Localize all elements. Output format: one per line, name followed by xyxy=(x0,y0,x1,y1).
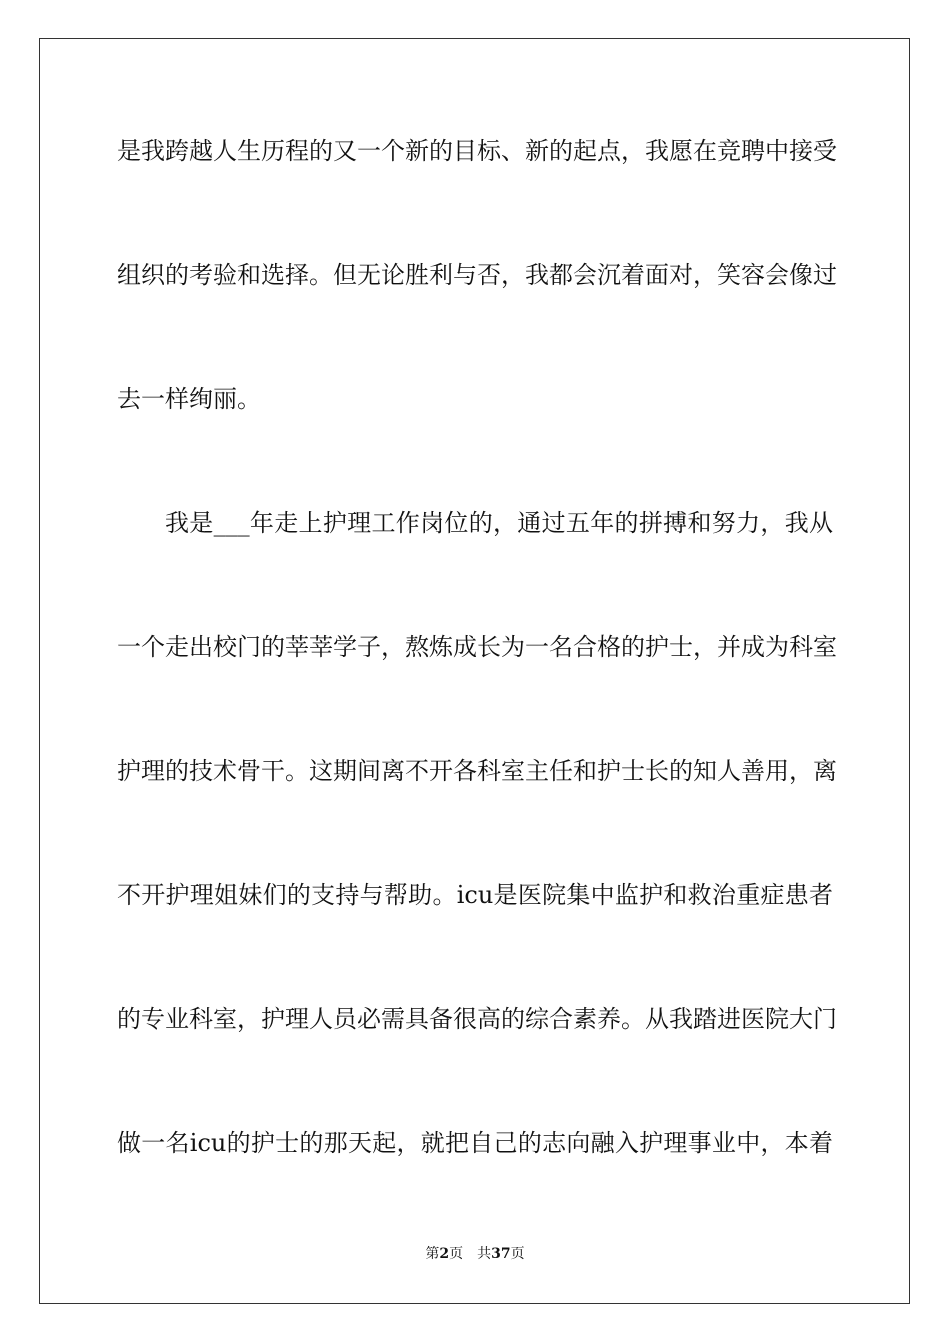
text-line: 做一名icu的护士的那天起，就把自己的志向融入护理事业中，本着 xyxy=(117,1129,833,1157)
current-page-number: 2 xyxy=(439,1246,450,1262)
page-suffix: 页 xyxy=(449,1246,464,1262)
text-line: 护理的技术骨干。这期间离不开各科室主任和护士长的知人善用，离 xyxy=(117,757,837,785)
text-line: 去一样绚丽。 xyxy=(117,385,261,413)
total-suffix: 页 xyxy=(510,1246,525,1262)
total-page-count: 37 xyxy=(491,1246,511,1262)
text-line: 不开护理姐妹们的支持与帮助。icu是医院集中监护和救治重症患者 xyxy=(117,881,833,909)
total-prefix: 共 xyxy=(477,1246,492,1262)
page-prefix: 第 xyxy=(425,1246,440,1262)
page-frame xyxy=(39,38,910,1304)
text-line: 组织的考验和选择。但无论胜利与否，我都会沉着面对，笑容会像过 xyxy=(117,261,837,289)
text-line: 一个走出校门的莘莘学子，熬炼成长为一名合格的护士，并成为科室 xyxy=(117,633,837,661)
text-line: 的专业科室，护理人员必需具备很高的综合素养。从我踏进医院大门 xyxy=(117,1005,837,1033)
text-line: 是我跨越人生历程的又一个新的目标、新的起点，我愿在竞聘中接受 xyxy=(117,137,837,165)
page-footer xyxy=(0,1245,950,1263)
text-line: 我是___年走上护理工作岗位的，通过五年的拼搏和努力，我从 xyxy=(165,509,833,537)
